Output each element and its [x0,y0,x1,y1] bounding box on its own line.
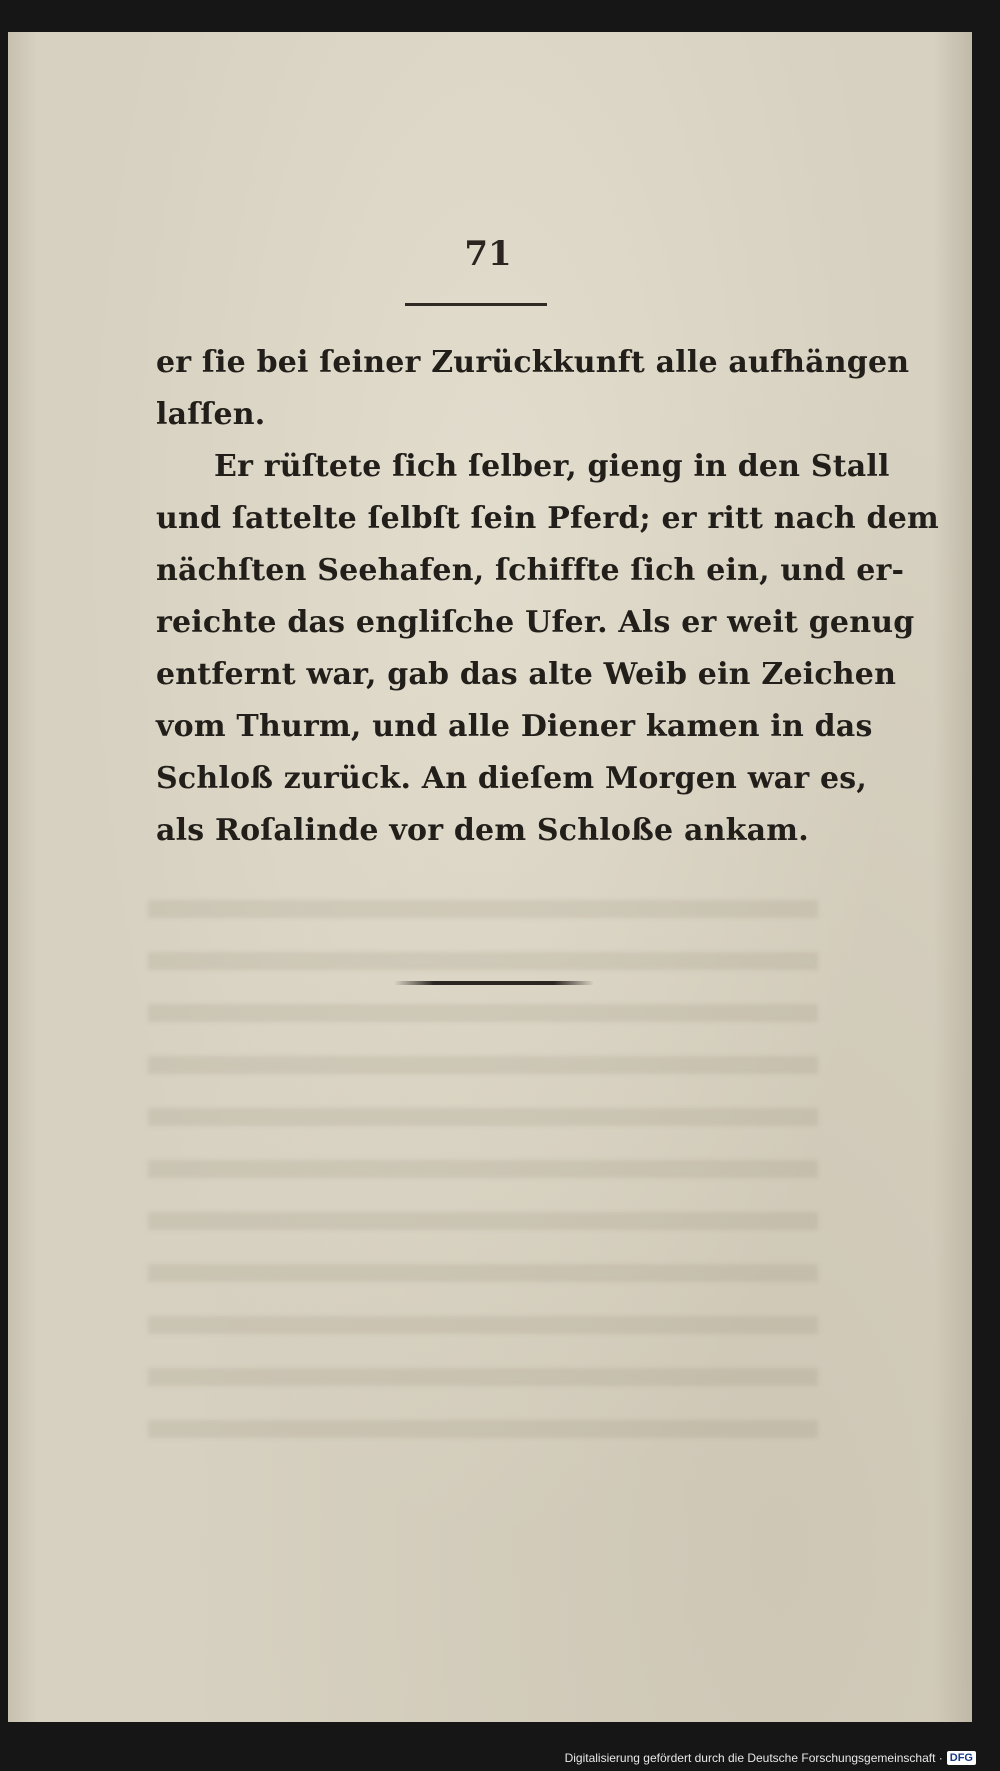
text-line: entfernt war, gab das alte Weib ein Zeichen [156,657,897,692]
text-line: reichte das engliſche Ufer. Als er weit genug [156,605,915,640]
end-rule [394,981,594,985]
text-line: er ſie bei ſeiner Zurückkunft alle aufhängen [156,345,910,380]
digitization-credit [565,1751,976,1765]
text-line: als Roſalinde vor dem Schloße ankam. [156,813,809,848]
credit-text: Digitalisierung gefördert durch die Deutsche Forschungsgemeinschaft · [564,1751,943,1765]
text-block [156,337,939,857]
text-line: und ſattelte ſelbſt ſein Pferd; er ritt nach dem [156,501,939,536]
text-line: laſſen. [156,397,266,432]
text-line: Er rüſtete ſich ſelber, gieng in den Stall [214,449,890,484]
text-line: Schloß zurück. An dieſem Morgen war es, [156,761,868,796]
dfg-logo: DFG [947,1751,976,1765]
page-number: 71 [464,234,512,274]
text-line: nächſten Seehafen, ſchiffte ſich ein, und er- [156,553,905,588]
header-rule [405,303,547,306]
book-page [8,32,972,1722]
bleed-through-texture [148,882,818,1462]
text-line: vom Thurm, und alle Diener kamen in das [156,709,873,744]
